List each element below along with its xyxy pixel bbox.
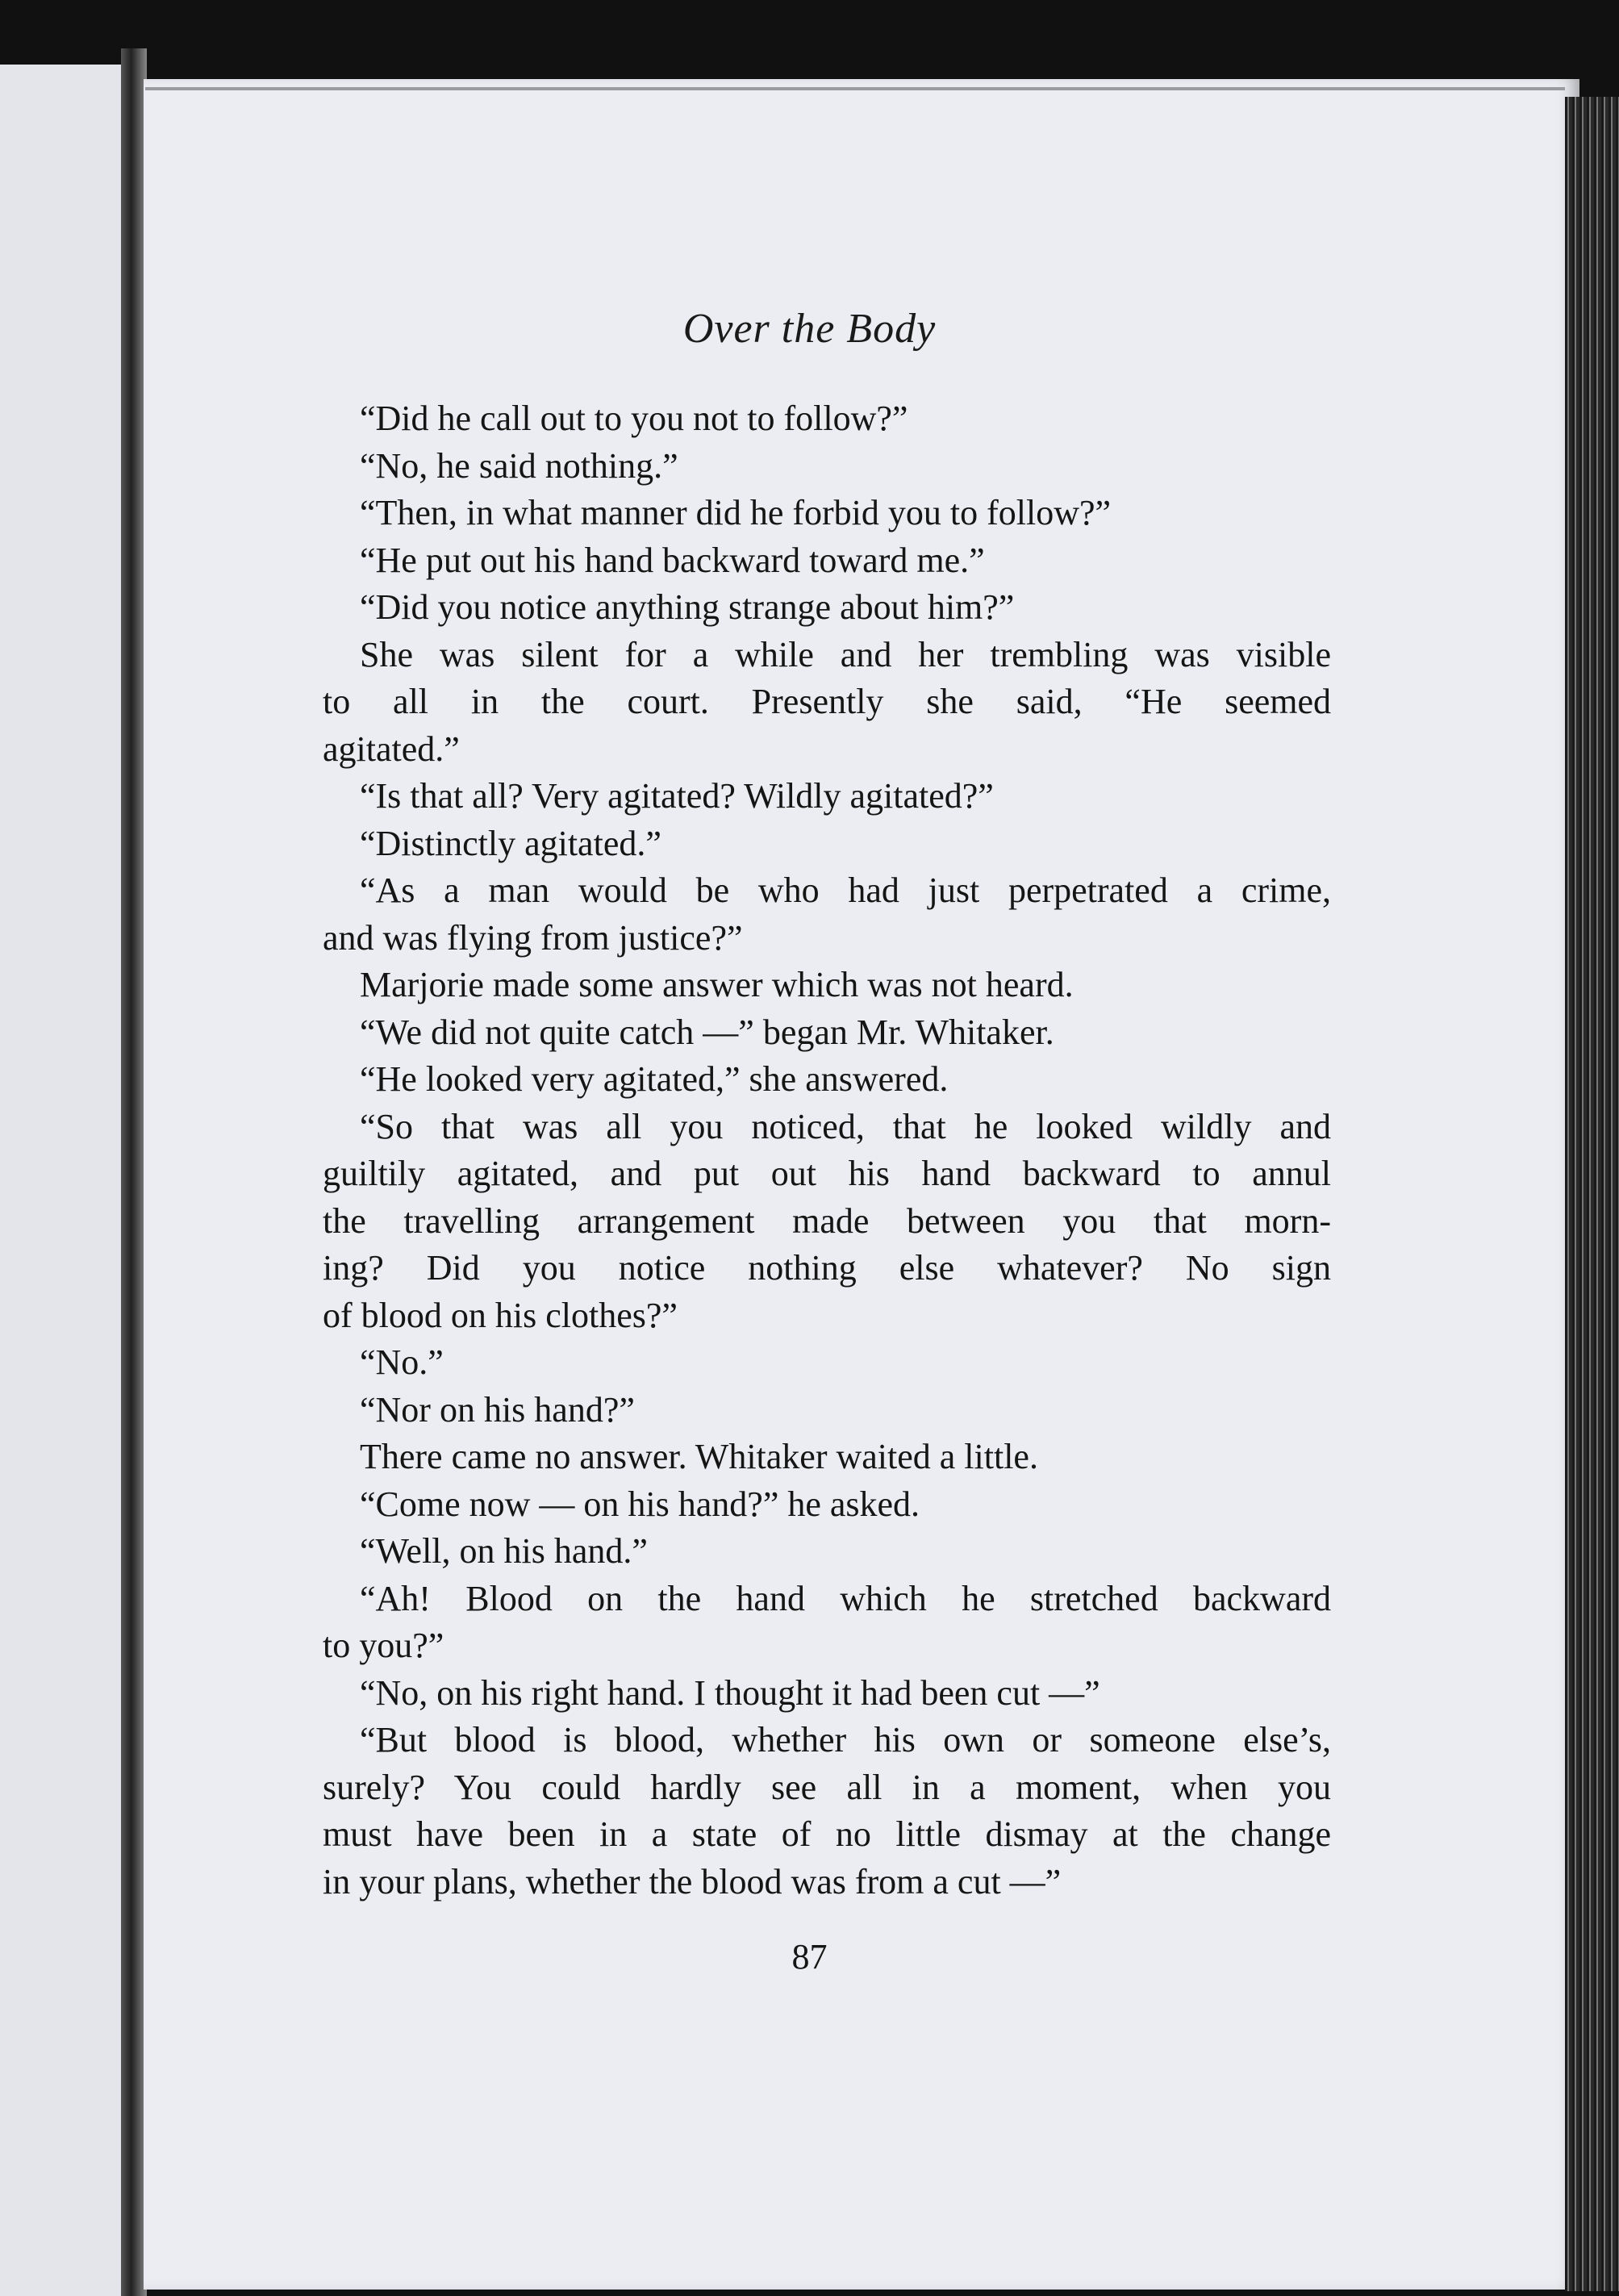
body-text bbox=[323, 395, 1331, 1906]
text-line: “No, he said nothing.” bbox=[360, 445, 678, 486]
text-line: “So that was all you noticed, that he looked wildly and bbox=[360, 1106, 1331, 1146]
text-line: “He put out his hand backward toward me.” bbox=[360, 540, 985, 580]
text-line: “But blood is blood, whether his own or someone else’s, bbox=[360, 1720, 1331, 1760]
text-line: “Distinctly agitated.” bbox=[360, 823, 661, 863]
text-line: “Is that all? Very agitated? Wildly agitated?” bbox=[360, 776, 994, 816]
running-head: Over the Body bbox=[682, 306, 937, 352]
text-line: “No, on his right hand. I thought it had been cut —” bbox=[360, 1672, 1100, 1713]
page-number: 87 bbox=[791, 1937, 828, 1977]
page-top-edge bbox=[145, 87, 1565, 90]
text-line: “He looked very agitated,” she answered. bbox=[360, 1059, 949, 1099]
text-line: “No.” bbox=[360, 1342, 444, 1382]
text-line: to you?” bbox=[323, 1626, 444, 1665]
text-line: Marjorie made some answer which was not heard. bbox=[360, 965, 1074, 1004]
text-line: agitated.” bbox=[323, 728, 460, 769]
text-line: “Then, in what manner did he forbid you to follow?” bbox=[360, 493, 1112, 532]
text-line: to all in the court. Presently she said, “He seemed bbox=[323, 682, 1331, 721]
text-line: There came no answer. Whitaker waited a little. bbox=[360, 1437, 1038, 1476]
text-line: “Ah! Blood on the hand which he stretched backward bbox=[360, 1578, 1331, 1618]
text-line: “Nor on his hand?” bbox=[360, 1389, 635, 1430]
text-line: “Did he call out to you not to follow?” bbox=[360, 399, 908, 438]
text-line: and was flying from justice?” bbox=[323, 917, 743, 958]
text-line: the travelling arrangement made between you that morn- bbox=[323, 1200, 1331, 1241]
text-line: “We did not quite catch —” began Mr. Whitaker. bbox=[360, 1012, 1054, 1052]
text-line: of blood on his clothes?” bbox=[323, 1295, 678, 1335]
text-line: in your plans, whether the blood was from a cut —” bbox=[323, 1861, 1062, 1902]
text-line: “Come now — on his hand?” he asked. bbox=[360, 1484, 920, 1524]
text-line: “Did you notice anything strange about him?” bbox=[360, 587, 1015, 627]
text-line: “Well, on his hand.” bbox=[360, 1531, 648, 1571]
text-line: guiltily agitated, and put out his hand backward to annul bbox=[323, 1154, 1331, 1193]
text-line: She was silent for a while and her trembling was visible bbox=[360, 634, 1331, 674]
text-line: surely? You could hardly see all in a moment, when you bbox=[323, 1767, 1331, 1807]
text-line: must have been in a state of no little dismay at the change bbox=[323, 1814, 1331, 1854]
text-line: ing? Did you notice nothing else whatever? No sign bbox=[323, 1248, 1331, 1288]
text-line: “As a man would be who had just perpetrated a crime, bbox=[360, 870, 1331, 910]
